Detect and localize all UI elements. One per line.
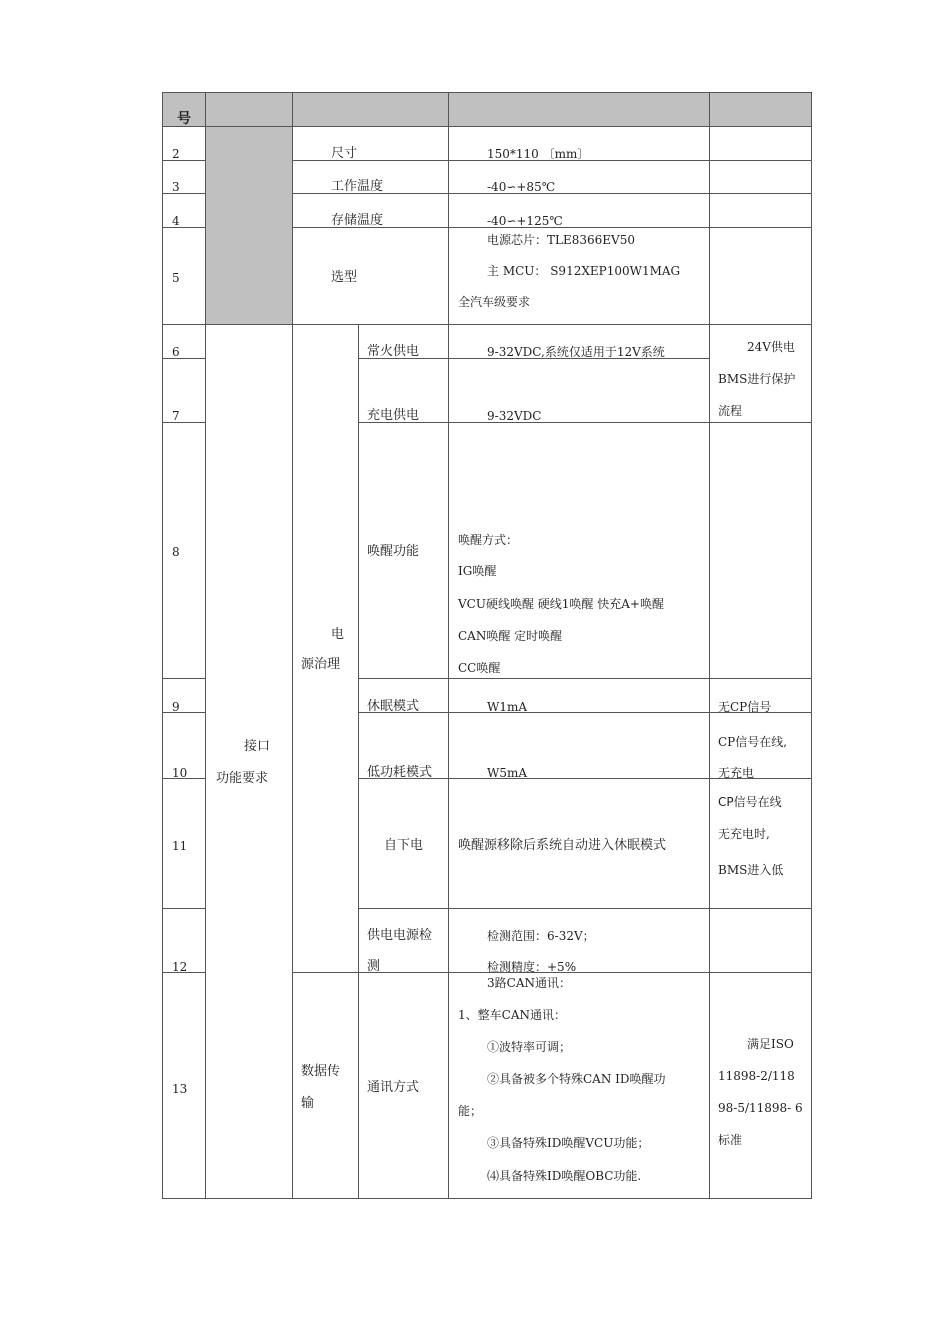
item-supply-detect-line2: 测: [367, 959, 381, 974]
note-auto-poweroff-line2: 无充电时,: [718, 827, 770, 841]
group-interface-line2: 功能要求: [216, 771, 269, 786]
item-wakeup: 唤醒功能: [367, 544, 420, 559]
row-number-10: 10: [172, 766, 188, 780]
item-storage-temp: 存储温度: [331, 213, 384, 228]
group-power-line1: 电: [331, 627, 345, 642]
item-charge-power: 充电供电: [367, 408, 420, 423]
note-iso-line4: 标准: [718, 1133, 743, 1147]
value-charge-power: 9-32VDC: [487, 409, 542, 423]
value-sleep-mode: W1mA: [487, 700, 528, 714]
group-data-line1: 数据传: [301, 1064, 341, 1079]
value-wakeup-line4: CAN唤醒 定时唤醒: [458, 629, 563, 643]
value-comm-line1: 3路CAN通讯：: [487, 976, 571, 990]
value-auto-poweroff: 唤醒源移除后系统自动进入休眠模式: [458, 838, 667, 853]
item-supply-detect-line1: 供电电源检: [367, 928, 433, 943]
row-number-7: 7: [172, 409, 180, 423]
row-number-8: 8: [172, 545, 180, 559]
item-constant-power: 常火供电: [367, 344, 420, 359]
note-sleep-mode: 无CP信号: [718, 700, 772, 714]
value-supply-detect-line1: 检测范围：6-32V；: [487, 929, 595, 943]
group-power-line2: 源治理: [301, 657, 341, 672]
category-shading: [205, 126, 292, 324]
row-number-11: 11: [172, 839, 188, 853]
value-comm-line2: 1、整车CAN通讯：: [458, 1008, 566, 1022]
value-wakeup-line3: VCU硬线唤醒 硬线1唤醒 快充A+唤醒: [458, 597, 664, 611]
note-iso-line2: 11898-2/118: [718, 1069, 795, 1083]
item-low-power: 低功耗模式: [367, 765, 433, 780]
note-24v-line3: 流程: [718, 404, 743, 418]
row-number-12: 12: [172, 960, 188, 974]
note-24v-line2: BMS进行保护: [718, 372, 796, 386]
group-data-line2: 输: [301, 1096, 315, 1111]
note-low-power-line2: 无充电: [718, 766, 755, 780]
item-sleep-mode: 休眠模式: [367, 699, 420, 714]
value-selection-line3: 全汽车级要求: [458, 295, 531, 309]
value-comm-line3: ①波特率可调；: [487, 1040, 572, 1054]
value-comm-line4: ②具备被多个特殊CAN ID唤醒功: [487, 1072, 666, 1086]
row-number-4: 4: [172, 214, 180, 228]
value-selection-line1: 电源芯片：TLE8366EV50: [487, 233, 635, 247]
note-auto-poweroff-line3: BMS进入低: [718, 863, 784, 877]
value-wakeup-line1: 唤醒方式：: [458, 533, 519, 547]
value-constant-power: 9-32VDC,系统仅适用于12V系统: [487, 345, 665, 359]
note-24v-line1: 24V供电: [747, 340, 795, 354]
value-comm-line7: ⑷具备特殊ID唤醒OBC功能.: [487, 1169, 642, 1183]
value-comm-line6: ③具备特殊ID唤醒VCU功能；: [487, 1136, 650, 1150]
value-size: 150*110 〔mm〕: [487, 147, 590, 161]
row-number-3: 3: [172, 180, 180, 194]
group-interface-line1: 接口: [244, 739, 271, 754]
value-low-power: W5mA: [487, 766, 528, 780]
row-number-5: 5: [172, 271, 180, 285]
value-selection-line2: 主 MCU： S912XEP100W1MAG: [487, 264, 681, 278]
value-storage-temp: -40∽+125℃: [487, 214, 563, 228]
value-wakeup-line2: IG唤醒: [458, 564, 497, 578]
header-number: 号: [177, 111, 191, 127]
note-iso-line1: 满足ISO: [747, 1037, 794, 1051]
note-auto-poweroff-line1: CP信号在线: [718, 795, 782, 809]
item-comm-mode: 通讯方式: [367, 1080, 420, 1095]
value-wakeup-line5: CC唤醒: [458, 661, 501, 675]
row-number-13: 13: [172, 1082, 188, 1096]
item-auto-poweroff: 自下电: [384, 838, 424, 853]
row-number-6: 6: [172, 345, 180, 359]
value-operating-temp: -40∽+85℃: [487, 180, 556, 194]
note-iso-line3: 98-5/11898- 6: [718, 1101, 803, 1115]
value-comm-line5: 能；: [458, 1104, 483, 1118]
item-size: 尺寸: [331, 146, 358, 161]
item-operating-temp: 工作温度: [331, 179, 384, 194]
header-shading: [162, 92, 811, 126]
row-number-2: 2: [172, 147, 180, 161]
value-supply-detect-line2: 检测精度：+5%: [487, 960, 577, 974]
note-low-power-line1: CP信号在线,: [718, 735, 788, 749]
row-number-9: 9: [172, 700, 180, 714]
item-selection: 选型: [331, 270, 358, 285]
